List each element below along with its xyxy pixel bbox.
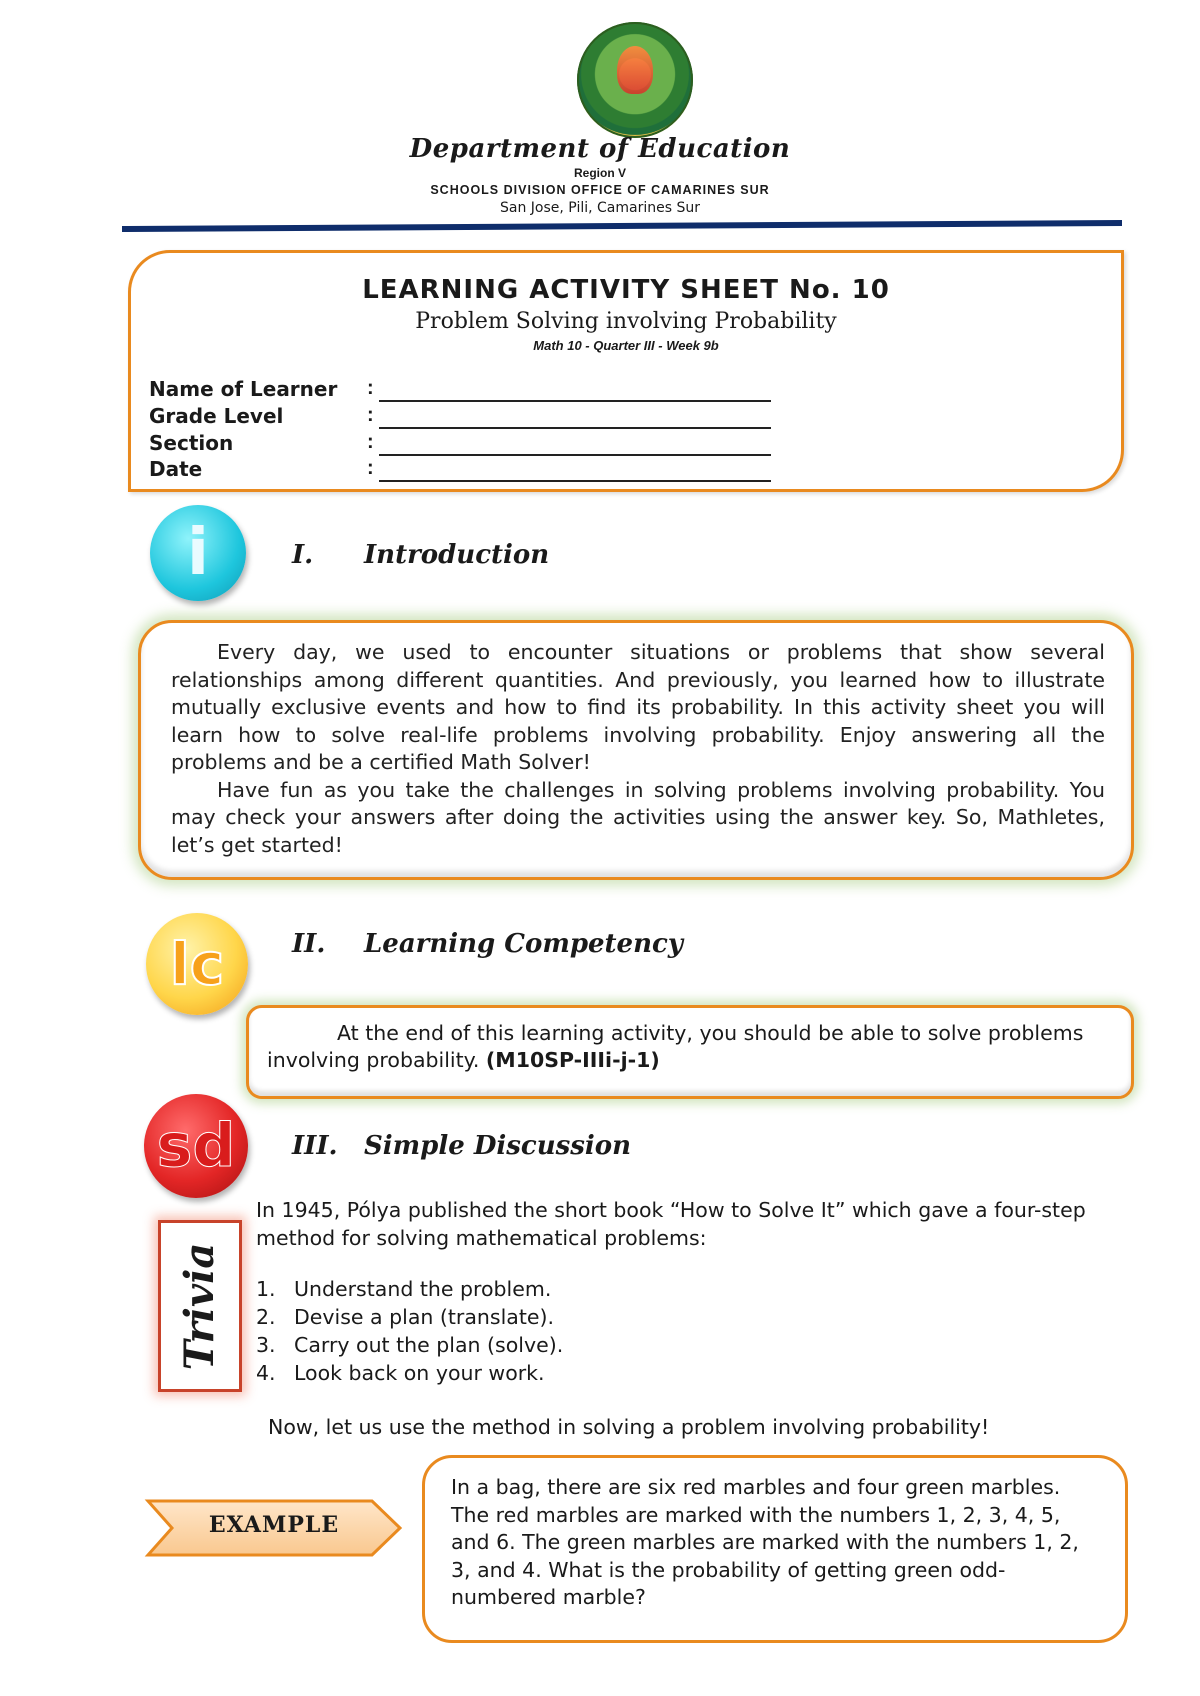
step-text: Devise a plan (translate).	[294, 1305, 555, 1329]
intro-paragraph-1: Every day, we used to encounter situations or problems that show several relationships among different quantities. And previously, you learned how to illustrate mutually exclusive events and how to find its probability. In this activity sheet you will learn how to solve real-life problems involving probability. Enjoy answering all the problems and be a certified Math Solver!	[171, 640, 1105, 774]
competency-box	[246, 1005, 1134, 1099]
field-label-name: Name of Learner	[149, 377, 338, 401]
step-text: Look back on your work.	[294, 1361, 545, 1385]
sheet-subtitle: Problem Solving involving Probability	[415, 309, 837, 334]
step-number: 3.	[256, 1333, 276, 1357]
step-text: Carry out the plan (solve).	[294, 1333, 564, 1357]
section-title-competency: Learning Competency	[364, 929, 683, 959]
info-icon-glyph: i	[187, 516, 209, 590]
competency-text	[267, 1020, 1113, 1074]
intro-paragraph-2: Have fun as you take the challenges in solving problems involving probability. You may check your answers after doing the activities using the answer key. So, Mathletes, let’s get started!	[171, 777, 1105, 857]
sd-icon-glyph: sd	[156, 1111, 236, 1181]
section-number-discussion: III.	[292, 1131, 338, 1161]
field-colon: :	[367, 404, 374, 426]
example-label: EXAMPLE	[208, 1512, 340, 1538]
introduction-text	[171, 639, 1105, 859]
step-number: 2.	[256, 1305, 276, 1329]
step-number: 1.	[256, 1277, 276, 1301]
example-problem-text: In a bag, there are six red marbles and four green marbles. The red marbles are marked with the numbers 1, 2, 3, 4, 5, and 6. The green marbles are marked with the numbers 1, 2, 3, and 4. What is the probability of getting green odd-numbered marble?	[451, 1475, 1079, 1609]
department-name: Department of Education	[409, 134, 791, 164]
introduction-box	[138, 620, 1134, 880]
trivia-badge	[158, 1220, 242, 1392]
polya-lead-text: In 1945, Pólya published the short book “How to Solve It” which gave a four-step method for solving mathematical problems:	[256, 1198, 1086, 1250]
lc-icon-glyph: lc	[169, 930, 225, 998]
section-title-discussion: Simple Discussion	[364, 1131, 632, 1161]
competency-code: (M10SP-IIIi-j-1)	[485, 1048, 660, 1072]
info-icon	[150, 505, 246, 601]
step-text: Understand the problem.	[294, 1277, 552, 1301]
field-label-section: Section	[149, 431, 234, 455]
field-label-date: Date	[149, 457, 203, 481]
deped-seal-logo	[577, 22, 693, 138]
field-colon: :	[367, 431, 374, 453]
list-item	[256, 1359, 563, 1387]
trivia-label: Trivia	[176, 1242, 224, 1370]
competency-statement: At the end of this learning activity, you should be able to solve problems involving probability.	[267, 1021, 1084, 1072]
example-problem-box	[422, 1455, 1128, 1643]
section-number-competency: II.	[292, 929, 326, 959]
date-input-line[interactable]	[379, 480, 771, 482]
division-office: SCHOOLS DIVISION OFFICE OF CAMARINES SUR	[430, 183, 770, 197]
sheet-meta: Math 10 - Quarter III - Week 9b	[533, 338, 719, 353]
step-number: 4.	[256, 1361, 276, 1385]
list-item	[256, 1303, 563, 1331]
field-colon: :	[367, 377, 374, 399]
learning-competency-icon	[146, 913, 248, 1015]
section-number-intro: I.	[292, 540, 314, 570]
list-item	[256, 1331, 563, 1359]
polya-steps-list	[256, 1275, 563, 1387]
activity-sheet-title-box	[128, 250, 1124, 492]
field-label-grade: Grade Level	[149, 404, 284, 428]
transition-text: Now, let us use the method in solving a problem involving probability!	[268, 1415, 990, 1439]
office-address: San Jose, Pili, Camarines Sur	[500, 200, 700, 216]
name-input-line[interactable]	[379, 400, 771, 402]
section-input-line[interactable]	[379, 454, 771, 456]
list-item	[256, 1275, 563, 1303]
section-title-intro: Introduction	[364, 540, 550, 570]
region-label: Region V	[573, 166, 626, 180]
grade-input-line[interactable]	[379, 427, 771, 429]
field-colon: :	[367, 457, 374, 479]
simple-discussion-icon	[144, 1094, 248, 1198]
header-divider	[122, 220, 1122, 232]
sheet-title: LEARNING ACTIVITY SHEET No. 10	[362, 275, 890, 305]
